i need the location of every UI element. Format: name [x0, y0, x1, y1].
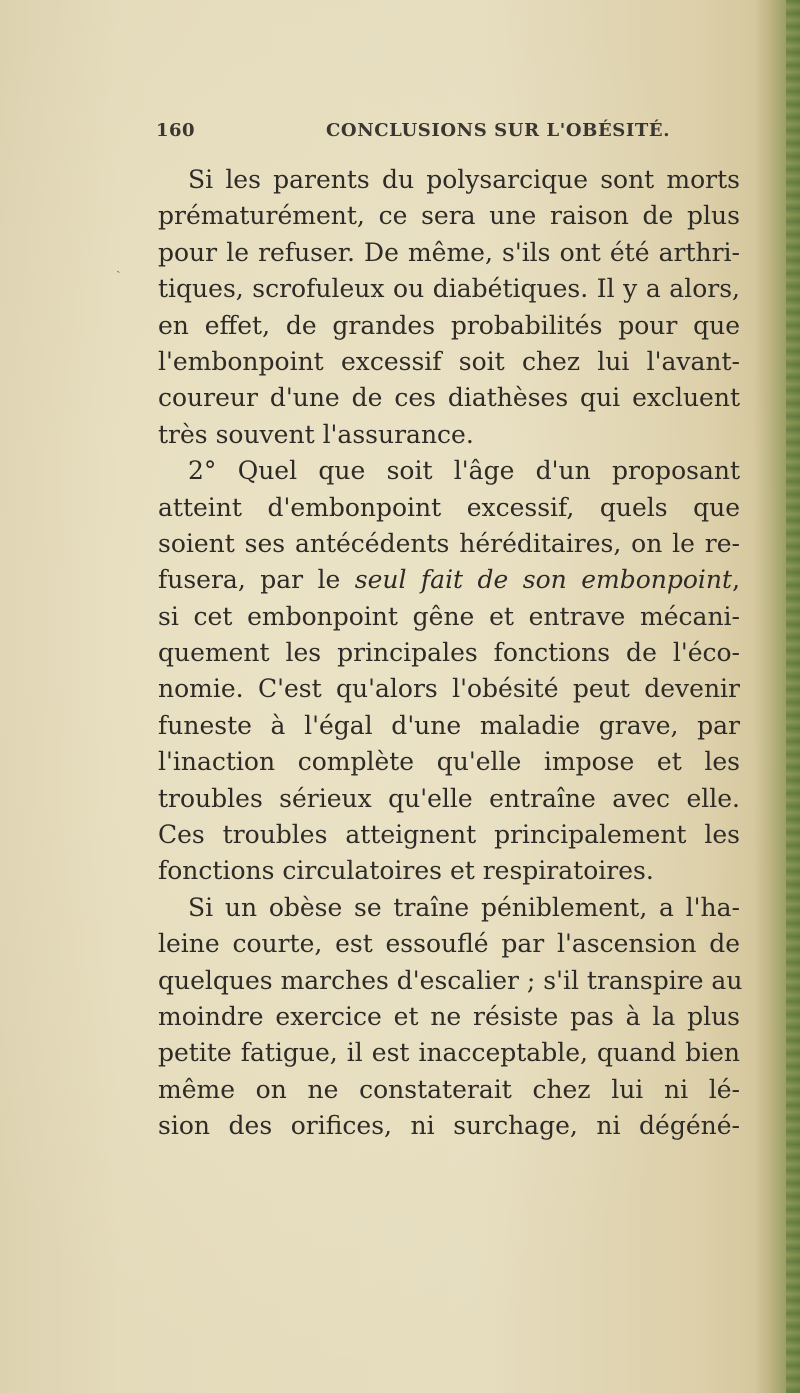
text-line	[158, 417, 740, 453]
line-text: sion des orifices, ni surchage, ni dégéné-	[158, 1111, 740, 1141]
text-line	[158, 671, 740, 707]
running-title: CONCLUSIONS SUR L'OBÉSITÉ.	[326, 120, 671, 141]
line-text: quelques marches d'escalier ; s'il transpire au	[158, 965, 743, 995]
line-text: leine courte, est essouflé par l'ascension de	[158, 929, 740, 959]
line-text: petite fatigue, il est inacceptable, quand bien	[158, 1038, 740, 1068]
text-line	[158, 817, 740, 853]
line-text: funeste à l'égal d'une maladie grave, par	[158, 710, 740, 740]
line-text: quement les principales fonctions de l'éco-	[158, 638, 740, 668]
text-line	[158, 562, 740, 598]
line-text: très souvent l'assurance.	[158, 419, 474, 449]
text-line	[158, 963, 743, 999]
line-text: atteint d'embonpoint excessif, quels que	[158, 492, 740, 522]
line-text: prématurément, ce sera une raison de plus	[158, 201, 740, 231]
line-text: troubles sérieux qu'elle entraîne avec elle.	[158, 783, 740, 813]
line-text: pour le refuser. De même, s'ils ont été arthri-	[158, 237, 740, 267]
text-line	[158, 235, 740, 271]
text-line	[158, 1035, 740, 1071]
line-punctuation: ,	[732, 565, 741, 595]
running-header	[156, 120, 741, 150]
text-line	[158, 271, 740, 307]
line-text: fusera, par le	[158, 565, 355, 595]
text-line	[158, 635, 740, 671]
line-text: en effet, de grandes probabilités pour que	[158, 310, 740, 340]
text-line	[158, 198, 740, 234]
page-number: 160	[156, 120, 196, 141]
text-line	[158, 999, 740, 1035]
text-line	[158, 453, 740, 489]
text-line	[158, 853, 740, 889]
body-text	[158, 162, 743, 1145]
text-line	[158, 526, 740, 562]
line-text: soient ses antécédents héréditaires, on le re-	[158, 528, 740, 558]
line-text: 2° Quel que soit l'âge d'un proposant	[188, 456, 740, 486]
text-line	[158, 781, 740, 817]
margin-mark: ˎ	[116, 258, 121, 274]
line-text: coureur d'une de ces diathèses qui excluent	[158, 383, 740, 413]
text-line	[158, 744, 740, 780]
text-line	[158, 1108, 740, 1144]
text-line	[158, 890, 740, 926]
line-text: l'embonpoint excessif soit chez lui l'avant-	[158, 346, 740, 376]
line-text: Si un obèse se traîne péniblement, a l'ha-	[188, 892, 740, 922]
text-line	[158, 490, 740, 526]
text-line	[158, 708, 740, 744]
italic-text: seul fait de son embonpoint	[354, 565, 733, 595]
text-line	[158, 308, 740, 344]
text-line	[158, 162, 740, 198]
line-text: moindre exercice et ne résiste pas à la plus	[158, 1001, 740, 1031]
line-text: nomie. C'est qu'alors l'obésité peut devenir	[158, 674, 740, 704]
text-line	[158, 380, 740, 416]
text-line	[158, 1072, 740, 1108]
line-text: si cet embonpoint gêne et entrave mécani-	[158, 601, 740, 631]
text-line	[158, 926, 740, 962]
line-text: tiques, scrofuleux ou diabétiques. Il y a alors,	[158, 274, 740, 304]
page-edge-binding	[786, 0, 800, 1393]
text-line	[158, 599, 740, 635]
line-text: Ces troubles atteignent principalement les	[158, 820, 740, 850]
line-text: l'inaction complète qu'elle impose et les	[158, 747, 740, 777]
line-text: même on ne constaterait chez lui ni lé-	[158, 1074, 740, 1104]
line-text: Si les parents du polysarcique sont morts	[188, 165, 740, 194]
line-text: fonctions circulatoires et respiratoires.	[158, 856, 654, 886]
text-line	[158, 344, 740, 380]
